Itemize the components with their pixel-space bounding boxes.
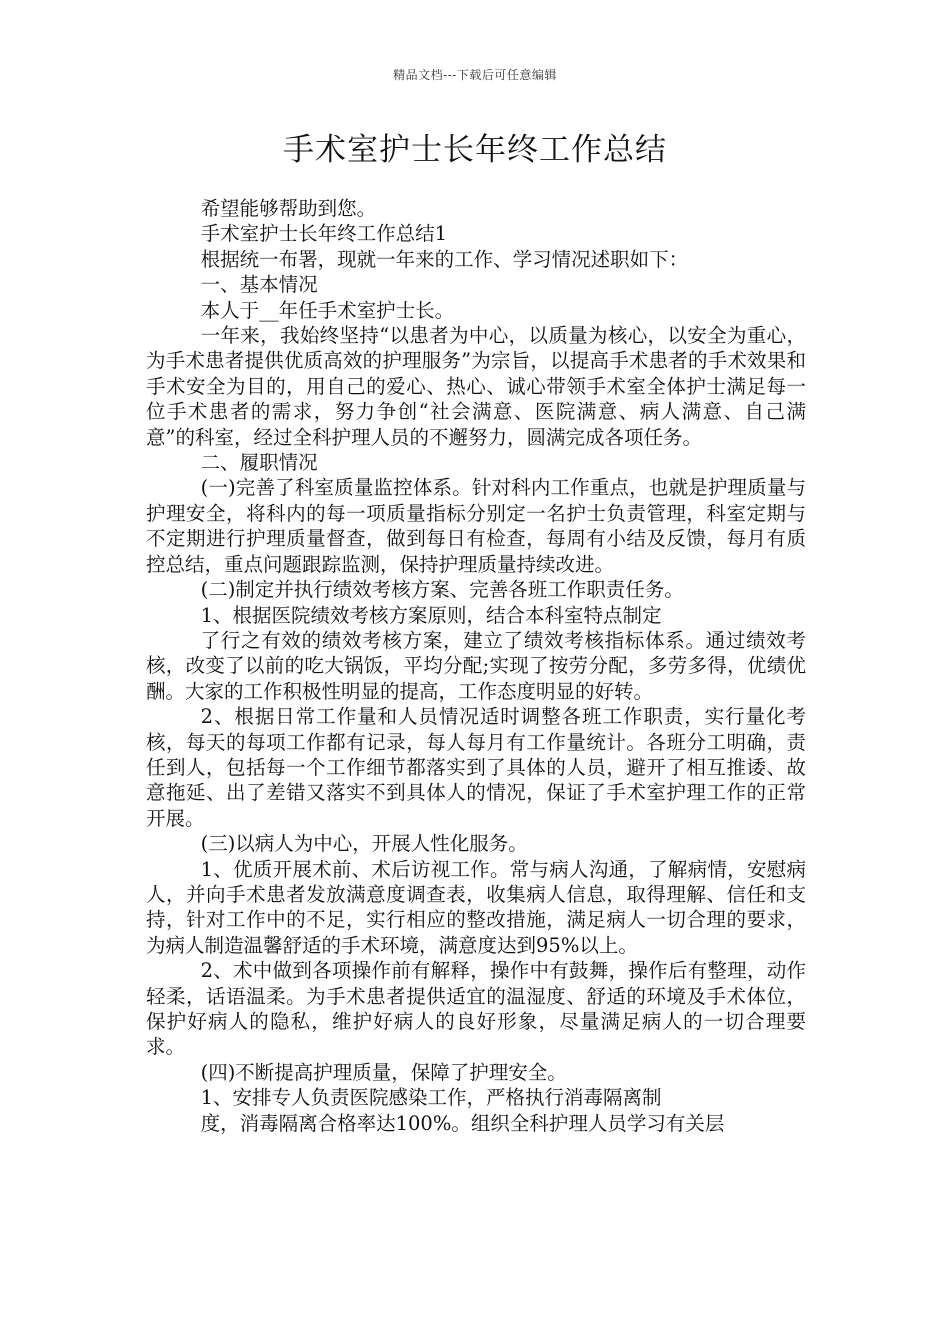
paragraph: 度，消毒隔离合格率达100%。组织全科护理人员学习有关层 — [200, 1111, 725, 1135]
paragraph: 2、根据日常工作量和人员情况适时调整各班工作职责，实行量化考核，每天的每项工作都有记录，每人每月有工作量统计。各班分工明确，责任到人，包括每一个工作细节都落实到了具体的人员，避开了相互推诿、故意拖延、出了差错又落实不到具体人的情况，保证了手术室护理工作的正常开展。 — [146, 705, 806, 830]
paragraph: 手术室护士长年终工作总结1 — [200, 222, 448, 246]
paragraph: (一)完善了科室质量监控体系。针对科内工作重点，也就是护理质量与护理安全，将科内的每一项质量指标分别定一名护士负责管理，科室定期与不定期进行护理质量督查，做到每日有检查，每周有小结及反馈，每月有质控总结，重点问题跟踪监测，保持护理质量持续改进。 — [146, 476, 806, 576]
document-body — [146, 196, 806, 1136]
document-title: 手术室护士长年终工作总结 — [283, 132, 667, 168]
paragraph: 1、优质开展术前、术后访视工作。常与病人沟通，了解病情，安慰病人，并向手术患者发放满意度调查表，收集病人信息，取得理解、信任和支持，针对工作中的不足，实行相应的整改措施，满足病人一切合理的要求，为病人制造温馨舒适的手术环境，满意度达到95%以上。 — [146, 857, 806, 957]
section-heading: 二、履职情况 — [200, 451, 318, 475]
paragraph: (三)以病人为中心，开展人性化服务。 — [200, 832, 528, 856]
header-note: 精品文档---下载后可任意编辑 — [393, 68, 557, 82]
section-heading: 一、基本情况 — [200, 273, 318, 297]
paragraph: (四)不断提高护理质量，保障了护理安全。 — [200, 1060, 567, 1084]
paragraph: 1、安排专人负责医院感染工作，严格执行消毒隔离制 — [200, 1086, 662, 1110]
paragraph: 一年来，我始终坚持“以患者为中心，以质量为核心，以安全为重心，为手术患者提供优质高效的护理服务”为宗旨，以提高手术患者的手术效果和手术安全为目的，用自己的爱心、热心、诚心带领手术室全体护士满足每一位手术患者的需求，努力争创“社会满意、医院满意、病人满意、自己满意”的科室，经过全科护理人员的不邂努力，圆满完成各项任务。 — [146, 324, 806, 449]
paragraph: 本人于__年任手术室护士长。 — [200, 298, 455, 322]
paragraph: 1、根据医院绩效考核方案原则，结合本科室特点制定 — [200, 603, 662, 627]
paragraph: 了行之有效的绩效考核方案，建立了绩效考核指标体系。通过绩效考核，改变了以前的吃大锅饭，平均分配;实现了按劳分配，多劳多得，优绩优酬。大家的工作积极性明显的提高，工作态度明显的好转。 — [146, 628, 806, 703]
paragraph: 根据统一布署，现就一年来的工作、学习情况述职如下： — [200, 247, 689, 271]
paragraph: (二)制定并执行绩效考核方案、完善各班工作职责任务。 — [200, 578, 684, 602]
paragraph: 希望能够帮助到您。 — [200, 197, 377, 220]
paragraph: 2、术中做到各项操作前有解释，操作中有鼓舞，操作后有整理，动作轻柔，话语温柔。为手术患者提供适宜的温湿度、舒适的环境及手术体位，保护好病人的隐私，维护好病人的良好形象，尽量满足病人的一切合理要求。 — [146, 959, 806, 1059]
